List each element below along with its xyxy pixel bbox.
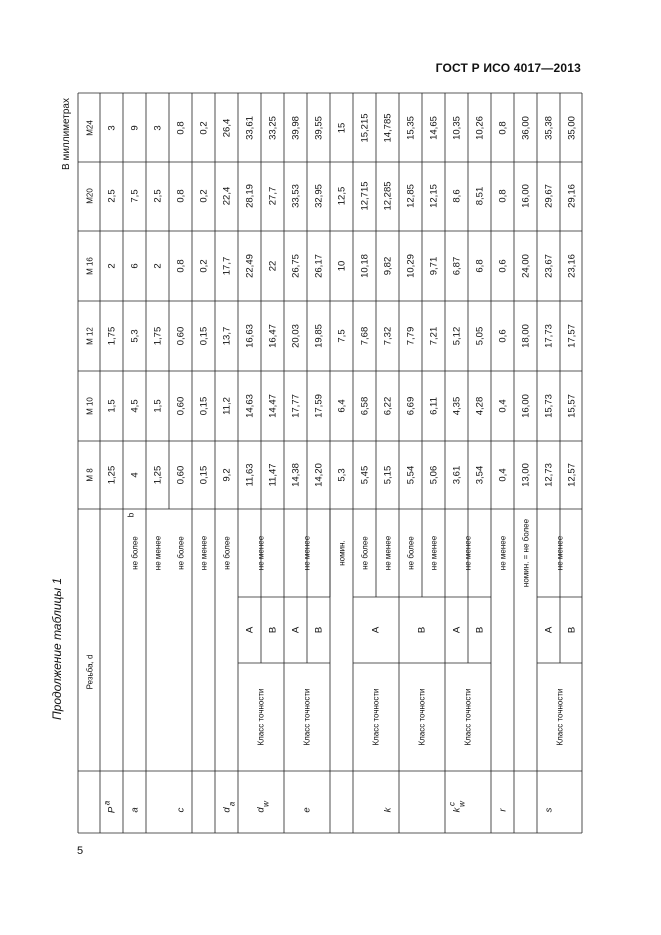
limit-label: не менее	[429, 535, 439, 571]
table-cell: 15,73	[543, 394, 555, 418]
table-cell: 5,05	[474, 326, 486, 346]
table-cell: 7,68	[359, 326, 371, 346]
table-cell: 0,6	[497, 329, 509, 343]
table-cell: 16,63	[244, 324, 256, 348]
table-cell: 11,2	[221, 397, 233, 415]
page-number: 5	[77, 845, 84, 857]
size-header: M 10	[85, 397, 95, 415]
table-cell: 15	[336, 122, 348, 134]
table-cell: 12,57	[566, 463, 578, 487]
table-cell: 0,8	[175, 189, 187, 203]
table-cell: 17,59	[313, 394, 325, 418]
size-header: M 8	[85, 468, 95, 482]
precision-class-label: Класс точности	[256, 688, 266, 746]
limit-label: номин. = не более	[521, 518, 531, 588]
limit-label: не более	[360, 536, 370, 570]
table-cell: 4,28	[474, 396, 486, 416]
limit-label: не более	[406, 536, 416, 570]
table-cell: 33,53	[290, 184, 302, 208]
table-caption: Продолжение таблицы 1	[50, 577, 64, 720]
table-cell: 6,8	[474, 259, 486, 273]
precision-class-label: Класс точности	[555, 688, 565, 746]
param-dw: d	[255, 807, 267, 813]
units-label: В миллиметрах	[61, 98, 72, 170]
table-cell: 32,95	[313, 184, 325, 208]
grade-letter: A	[290, 626, 302, 634]
table-cell: 5,06	[428, 465, 440, 485]
size-header: M24	[85, 120, 95, 136]
size-header: M 12	[85, 327, 95, 345]
table-cell: 39,55	[313, 116, 325, 140]
table-cell: 3,54	[474, 465, 486, 485]
param-r: r	[497, 808, 509, 812]
table-cell: 27,7	[267, 186, 279, 206]
table-cell: 1,25	[106, 465, 118, 485]
precision-class-label: Класс точности	[371, 688, 381, 746]
table-cell: 0,2	[198, 121, 210, 135]
param-dw-subscript: w	[261, 801, 271, 807]
table-cell: 8,6	[451, 189, 463, 203]
limit-label: не менее	[463, 535, 473, 571]
table-cell: 16,00	[520, 184, 532, 208]
table-cell: 0,4	[497, 399, 509, 413]
table-cell: 7,5	[336, 329, 348, 343]
standard-header: ГОСТ Р ИСО 4017—2013	[435, 61, 581, 75]
table-cell: 0,60	[175, 326, 187, 346]
table-cell: 13,7	[221, 326, 233, 346]
param-da-subscript: a	[227, 801, 237, 807]
table-cell: 7,5	[129, 189, 141, 203]
table-cell: 0,2	[198, 189, 210, 203]
table-cell: 6,11	[428, 397, 440, 415]
limit-label: не менее	[555, 535, 565, 571]
param-P-superscript: a	[102, 800, 112, 806]
table-cell: 14,20	[313, 463, 325, 487]
grade-letter: B	[566, 626, 578, 634]
table-cell: 7,32	[382, 326, 394, 346]
limit-label: не более	[176, 536, 186, 570]
table-cell: 6	[129, 263, 141, 269]
param-kw-superscript: c	[447, 802, 457, 806]
table-cell: 3	[106, 125, 118, 131]
table-cell: 33,25	[267, 116, 279, 140]
size-header: M 16	[85, 257, 95, 275]
table-cell: 10,26	[474, 116, 486, 140]
table-cell: 24,00	[520, 254, 532, 278]
table-cell: 4,35	[451, 396, 463, 416]
limit-label: не менее	[302, 535, 312, 571]
param-e: e	[301, 807, 313, 813]
table-cell: 20,03	[290, 324, 302, 348]
grade-letter: A	[370, 626, 382, 634]
table-cell: 26,75	[290, 254, 302, 278]
table-cell: 14,47	[267, 394, 279, 418]
size-header: M20	[85, 188, 95, 204]
limit-label: не менее	[383, 535, 393, 571]
table-cell: 14,785	[382, 113, 394, 143]
table-cell: 5,3	[129, 329, 141, 343]
param-c: c	[175, 807, 187, 813]
grade-letter: B	[267, 626, 279, 634]
limit-label: не более	[130, 536, 140, 570]
param-kw: k	[451, 807, 463, 813]
table-cell: 10,29	[405, 254, 417, 278]
table-cell: 0,4	[497, 468, 509, 482]
table-cell: 1,5	[152, 399, 164, 413]
table-cell: 22,49	[244, 254, 256, 278]
table-cell: 15,215	[359, 113, 371, 143]
table-cell: 3,61	[451, 465, 463, 485]
table-cell: 16,47	[267, 324, 279, 348]
table-cell: 2	[106, 263, 118, 269]
table-cell: 0,6	[497, 259, 509, 273]
table-cell: 0,8	[175, 121, 187, 135]
grade-letter: B	[313, 626, 325, 634]
table-cell: 4,5	[129, 399, 141, 413]
table-cell: 7,79	[405, 326, 417, 346]
grade-letter: B	[474, 626, 486, 634]
table-cell: 23,67	[543, 254, 555, 278]
table-cell: 9	[129, 125, 141, 131]
table-cell: 5,3	[336, 468, 348, 482]
table-cell: 7,21	[428, 326, 440, 346]
table-cell: 0,8	[175, 259, 187, 273]
table-cell: 11,47	[267, 463, 279, 487]
table-cell: 0,15	[198, 326, 210, 346]
table-cell: 5,54	[405, 465, 417, 485]
table-cell: 23,16	[566, 254, 578, 278]
table-cell: 19,85	[313, 324, 325, 348]
table-cell: 4	[129, 472, 141, 478]
table-cell: 1,75	[106, 326, 118, 346]
precision-class-label: Класс точности	[417, 688, 427, 746]
grade-letter: A	[543, 626, 555, 634]
table-cell: 0,60	[175, 465, 187, 485]
table-cell: 1,75	[152, 326, 164, 346]
table-cell: 39,98	[290, 116, 302, 140]
table-cell: 10	[336, 260, 348, 272]
table-cell: 28,19	[244, 184, 256, 208]
table-cell: 33,61	[244, 116, 256, 140]
table-cell: 5,45	[359, 465, 371, 485]
table-cell: 12,73	[543, 463, 555, 487]
table-cell: 12,15	[428, 184, 440, 208]
limit-label: не менее	[153, 535, 163, 571]
table-cell: 15,57	[566, 394, 578, 418]
table-cell: 6,58	[359, 396, 371, 416]
thread-label: Резьба, d	[85, 654, 95, 690]
table-cell: 0,8	[497, 189, 509, 203]
table-cell: 14,63	[244, 394, 256, 418]
table-cell: 29,16	[566, 184, 578, 208]
table-cell: 5,15	[382, 465, 394, 485]
table-cell: 26,4	[221, 118, 233, 138]
table-cell: 1,5	[106, 399, 118, 413]
table-cell: 2	[152, 263, 164, 269]
grade-letter: B	[416, 626, 428, 634]
grade-letter: A	[244, 626, 256, 634]
table-cell: 22	[267, 260, 279, 272]
table-cell: 17,57	[566, 324, 578, 348]
grade-letter: A	[451, 626, 463, 634]
table-cell: 12,715	[359, 181, 371, 211]
table-cell: 18,00	[520, 324, 532, 348]
table-cell: 3	[152, 125, 164, 131]
table-cell: 0,15	[198, 396, 210, 416]
table-cell: 10,35	[451, 116, 463, 140]
table-cell: 29,67	[543, 184, 555, 208]
table-cell: 0,8	[497, 121, 509, 135]
table-cell: 12,5	[336, 186, 348, 206]
table-cell: 6,4	[336, 399, 348, 413]
param-P: P	[106, 806, 118, 814]
precision-class-label: Класс точности	[302, 688, 312, 746]
table-cell: 6,87	[451, 256, 463, 276]
table-cell: 0,2	[198, 259, 210, 273]
limit-label: не более	[222, 536, 232, 570]
param-s: s	[543, 807, 555, 813]
table-cell: 10,18	[359, 254, 371, 278]
param-da: d	[221, 807, 233, 813]
table-cell: 13,00	[520, 463, 532, 487]
table-cell: 8,51	[474, 186, 486, 206]
table-cell: 36,00	[520, 116, 532, 140]
param-k: k	[382, 807, 394, 813]
limit-superscript: b	[126, 512, 136, 518]
table-cell: 15,35	[405, 116, 417, 140]
table-cell: 9,2	[221, 468, 233, 482]
table-cell: 17,77	[290, 394, 302, 418]
table-cell: 1,25	[152, 465, 164, 485]
table-cell: 14,65	[428, 116, 440, 140]
table-cell: 9,82	[382, 256, 394, 276]
table-grid	[78, 93, 582, 833]
table-cell: 22,4	[221, 186, 233, 206]
param-kw-subscript: w	[457, 801, 467, 807]
table-cell: 35,38	[543, 116, 555, 140]
precision-class-label: Класс точности	[463, 688, 473, 746]
table-cell: 0,60	[175, 396, 187, 416]
table-cell: 14,38	[290, 463, 302, 487]
table-cell: 5,12	[451, 326, 463, 346]
table-cell: 2,5	[152, 189, 164, 203]
table-cell: 35,00	[566, 116, 578, 140]
table-cell: 6,22	[382, 396, 394, 416]
table-cell: 17,7	[221, 256, 233, 276]
table-cell: 16,00	[520, 394, 532, 418]
param-a: a	[129, 807, 141, 813]
table-cell: 2,5	[106, 189, 118, 203]
table-cell: 6,69	[405, 396, 417, 416]
table-cell: 9,71	[428, 256, 440, 276]
limit-label: номин.	[337, 540, 347, 566]
table-cell: 26,17	[313, 254, 325, 278]
table-cell: 11,63	[244, 463, 256, 487]
table-cell: 17,73	[543, 324, 555, 348]
table-cell: 12,285	[382, 181, 394, 211]
table-cell: 0,15	[198, 465, 210, 485]
limit-label: не менее	[498, 535, 508, 571]
table-cell: 12,85	[405, 184, 417, 208]
limit-label: не менее	[256, 535, 266, 571]
limit-label: не менее	[199, 535, 209, 571]
